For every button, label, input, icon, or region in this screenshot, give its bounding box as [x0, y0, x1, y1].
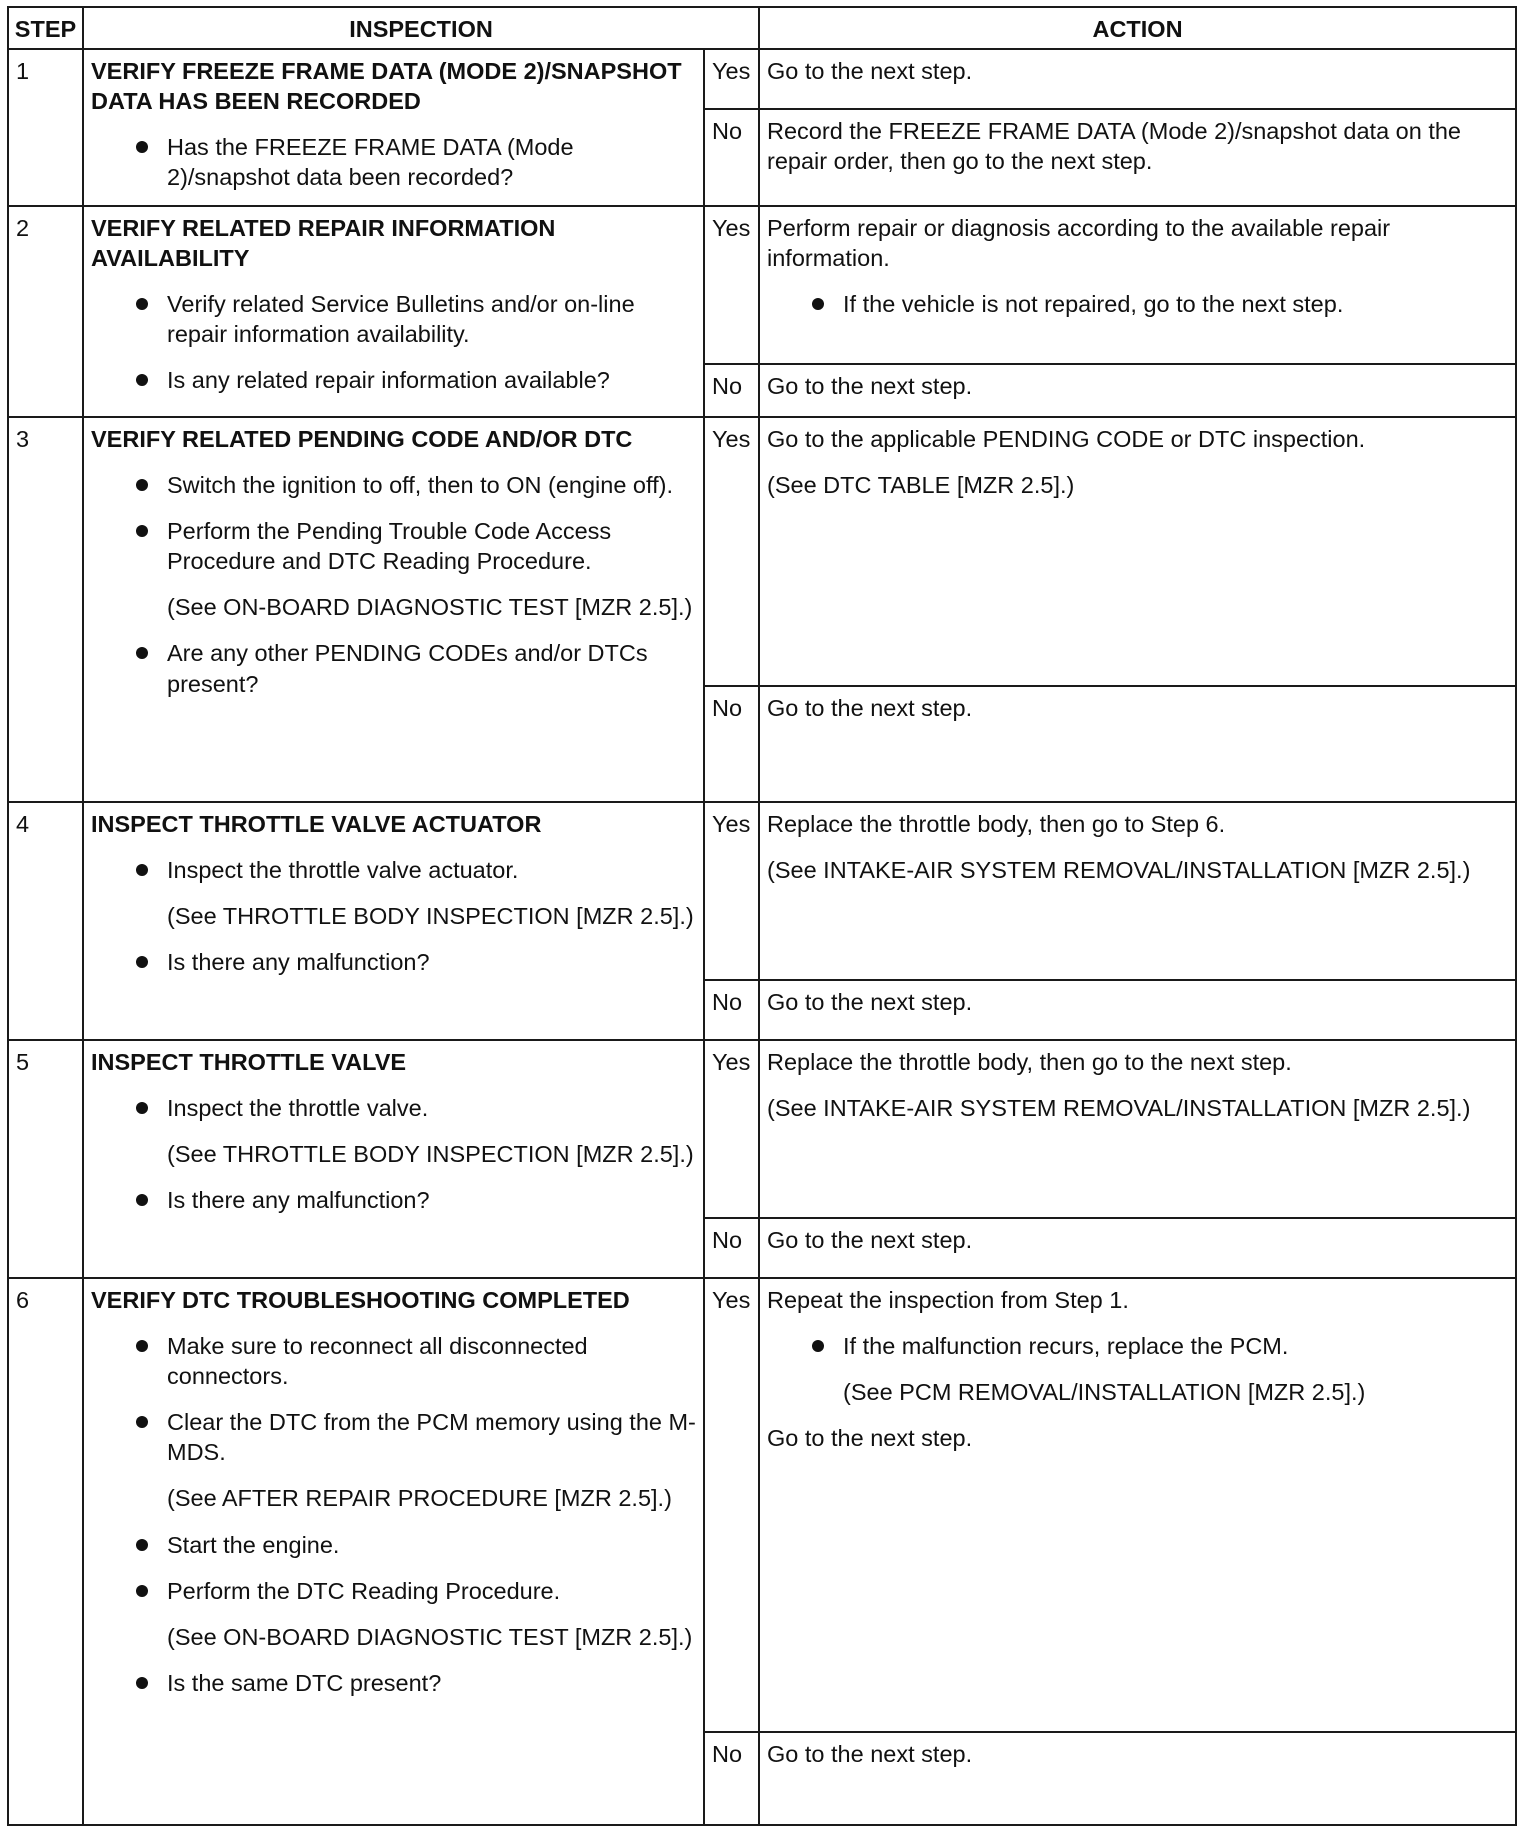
inspection-bullet: Is there any malfunction? [91, 1185, 696, 1215]
bullet-icon [812, 1340, 824, 1352]
header-step: STEP [8, 7, 83, 49]
diagnostic-table [7, 6, 1517, 1826]
inspection-title: VERIFY FREEZE FRAME DATA (MODE 2)/SNAPSHOT DATA HAS BEEN RECORDED [91, 58, 682, 115]
no-label: No [704, 1732, 759, 1825]
header-inspection: INSPECTION [83, 7, 759, 49]
bullet-icon [136, 647, 148, 659]
reference-text: (See ON-BOARD DIAGNOSTIC TEST [MZR 2.5].) [167, 1623, 693, 1650]
step-number: 2 [8, 206, 83, 417]
reference-text: (See THROTTLE BODY INSPECTION [MZR 2.5].) [167, 903, 694, 930]
bullet-icon [136, 1340, 148, 1352]
inspection-bullet: Perform the DTC Reading Procedure. (See ON-BOARD DIAGNOSTIC TEST [MZR 2.5].) [91, 1576, 696, 1652]
inspection-title: INSPECT THROTTLE VALVE ACTUATOR [91, 811, 542, 838]
step-1-yes-row [8, 49, 1516, 109]
action-yes: Perform repair or diagnosis according to the available repair information. If the vehicle is not repaired, go to the next step. [759, 206, 1516, 364]
reference-text: (See ON-BOARD DIAGNOSTIC TEST [MZR 2.5].) [167, 594, 693, 621]
action-no: Go to the next step. [759, 364, 1516, 417]
bullet-icon [136, 1416, 148, 1428]
inspection-bullet: Is any related repair information available? [91, 365, 696, 395]
action-yes: Go to the next step. [759, 49, 1516, 109]
step-3-yes-row [8, 417, 1516, 686]
reference-text: (See DTC TABLE [MZR 2.5].) [767, 472, 1075, 499]
bullet-icon [812, 298, 824, 310]
inspection-bullet: Switch the ignition to off, then to ON (engine off). [91, 470, 696, 500]
reference-text: (See THROTTLE BODY INSPECTION [MZR 2.5].) [167, 1141, 694, 1168]
bullet-icon [136, 1539, 148, 1551]
step-number: 4 [8, 802, 83, 1040]
action-yes: Replace the throttle body, then go to Step 6. (See INTAKE-AIR SYSTEM REMOVAL/INSTALLATION [MZR 2.5].) [759, 802, 1516, 980]
inspection-bullet: Is there any malfunction? [91, 947, 696, 977]
inspection-bullet: Make sure to reconnect all disconnected connectors. [91, 1331, 696, 1391]
bullet-icon [136, 479, 148, 491]
bullet-icon [136, 956, 148, 968]
step-number: 6 [8, 1278, 83, 1825]
no-label: No [704, 1218, 759, 1278]
bullet-icon [136, 298, 148, 310]
action-no: Go to the next step. [759, 1732, 1516, 1825]
no-label: No [704, 364, 759, 417]
inspection-title: INSPECT THROTTLE VALVE [91, 1049, 407, 1076]
reference-text: (See AFTER REPAIR PROCEDURE [MZR 2.5].) [167, 1485, 672, 1512]
step-6-yes-row [8, 1278, 1516, 1732]
inspection-cell [83, 49, 704, 206]
no-label: No [704, 980, 759, 1040]
action-yes: Repeat the inspection from Step 1. If the malfunction recurs, replace the PCM. (See PCM REMOVAL/INSTALLATION [MZR 2.5].) Go to the next step. [759, 1278, 1516, 1732]
inspection-bullet: Inspect the throttle valve actuator. (See THROTTLE BODY INSPECTION [MZR 2.5].) [91, 855, 696, 931]
step-number: 5 [8, 1040, 83, 1278]
action-yes: Go to the applicable PENDING CODE or DTC inspection. (See DTC TABLE [MZR 2.5].) [759, 417, 1516, 686]
no-label: No [704, 686, 759, 802]
inspection-title: VERIFY RELATED REPAIR INFORMATION AVAILABILITY [91, 215, 556, 272]
inspection-bullet: Are any other PENDING CODEs and/or DTCs present? [91, 638, 696, 698]
reference-text: (See PCM REMOVAL/INSTALLATION [MZR 2.5].) [843, 1379, 1366, 1406]
inspection-cell [83, 1040, 704, 1278]
action-no: Record the FREEZE FRAME DATA (Mode 2)/snapshot data on the repair order, then go to the next step. [759, 109, 1516, 206]
inspection-cell [83, 417, 704, 802]
no-label: No [704, 109, 759, 206]
bullet-icon [136, 525, 148, 537]
step-number: 1 [8, 49, 83, 206]
action-no: Go to the next step. [759, 980, 1516, 1040]
bullet-icon [136, 1677, 148, 1689]
inspection-title: VERIFY RELATED PENDING CODE AND/OR DTC [91, 426, 633, 453]
header-action: ACTION [759, 7, 1516, 49]
inspection-bullet: Clear the DTC from the PCM memory using the M-MDS. (See AFTER REPAIR PROCEDURE [MZR 2.5].) [91, 1407, 696, 1513]
bullet-icon [136, 1102, 148, 1114]
inspection-title: VERIFY DTC TROUBLESHOOTING COMPLETED [91, 1287, 630, 1314]
step-5-yes-row [8, 1040, 1516, 1218]
inspection-cell [83, 1278, 704, 1825]
yes-label: Yes [704, 1278, 759, 1732]
inspection-bullet: Is the same DTC present? [91, 1668, 696, 1698]
header-row [8, 7, 1516, 49]
yes-label: Yes [704, 802, 759, 980]
action-followup: Go to the next step. [767, 1425, 973, 1452]
inspection-bullet: Has the FREEZE FRAME DATA (Mode 2)/snapshot data been recorded? [91, 132, 696, 192]
bullet-icon [136, 864, 148, 876]
action-bullet: If the vehicle is not repaired, go to the next step. [767, 289, 1508, 319]
inspection-cell [83, 802, 704, 1040]
inspection-bullet: Perform the Pending Trouble Code Access Procedure and DTC Reading Procedure. (See ON-BOARD DIAGNOSTIC TEST [MZR 2.5].) [91, 516, 696, 622]
reference-text: (See INTAKE-AIR SYSTEM REMOVAL/INSTALLATION [MZR 2.5].) [767, 1095, 1471, 1122]
action-yes: Replace the throttle body, then go to the next step. (See INTAKE-AIR SYSTEM REMOVAL/INSTALLATION [MZR 2.5].) [759, 1040, 1516, 1218]
bullet-icon [136, 374, 148, 386]
inspection-bullet: Verify related Service Bulletins and/or on-line repair information availability. [91, 289, 696, 349]
bullet-icon [136, 141, 148, 153]
step-2-yes-row [8, 206, 1516, 364]
inspection-bullet: Start the engine. [91, 1530, 696, 1560]
action-bullet: If the malfunction recurs, replace the PCM. (See PCM REMOVAL/INSTALLATION [MZR 2.5].) [767, 1331, 1508, 1407]
inspection-cell [83, 206, 704, 417]
yes-label: Yes [704, 1040, 759, 1218]
action-no: Go to the next step. [759, 1218, 1516, 1278]
yes-label: Yes [704, 206, 759, 364]
step-number: 3 [8, 417, 83, 802]
step-4-yes-row [8, 802, 1516, 980]
yes-label: Yes [704, 49, 759, 109]
inspection-bullet: Inspect the throttle valve. (See THROTTLE BODY INSPECTION [MZR 2.5].) [91, 1093, 696, 1169]
bullet-icon [136, 1194, 148, 1206]
reference-text: (See INTAKE-AIR SYSTEM REMOVAL/INSTALLATION [MZR 2.5].) [767, 857, 1471, 884]
yes-label: Yes [704, 417, 759, 686]
action-no: Go to the next step. [759, 686, 1516, 802]
bullet-icon [136, 1585, 148, 1597]
